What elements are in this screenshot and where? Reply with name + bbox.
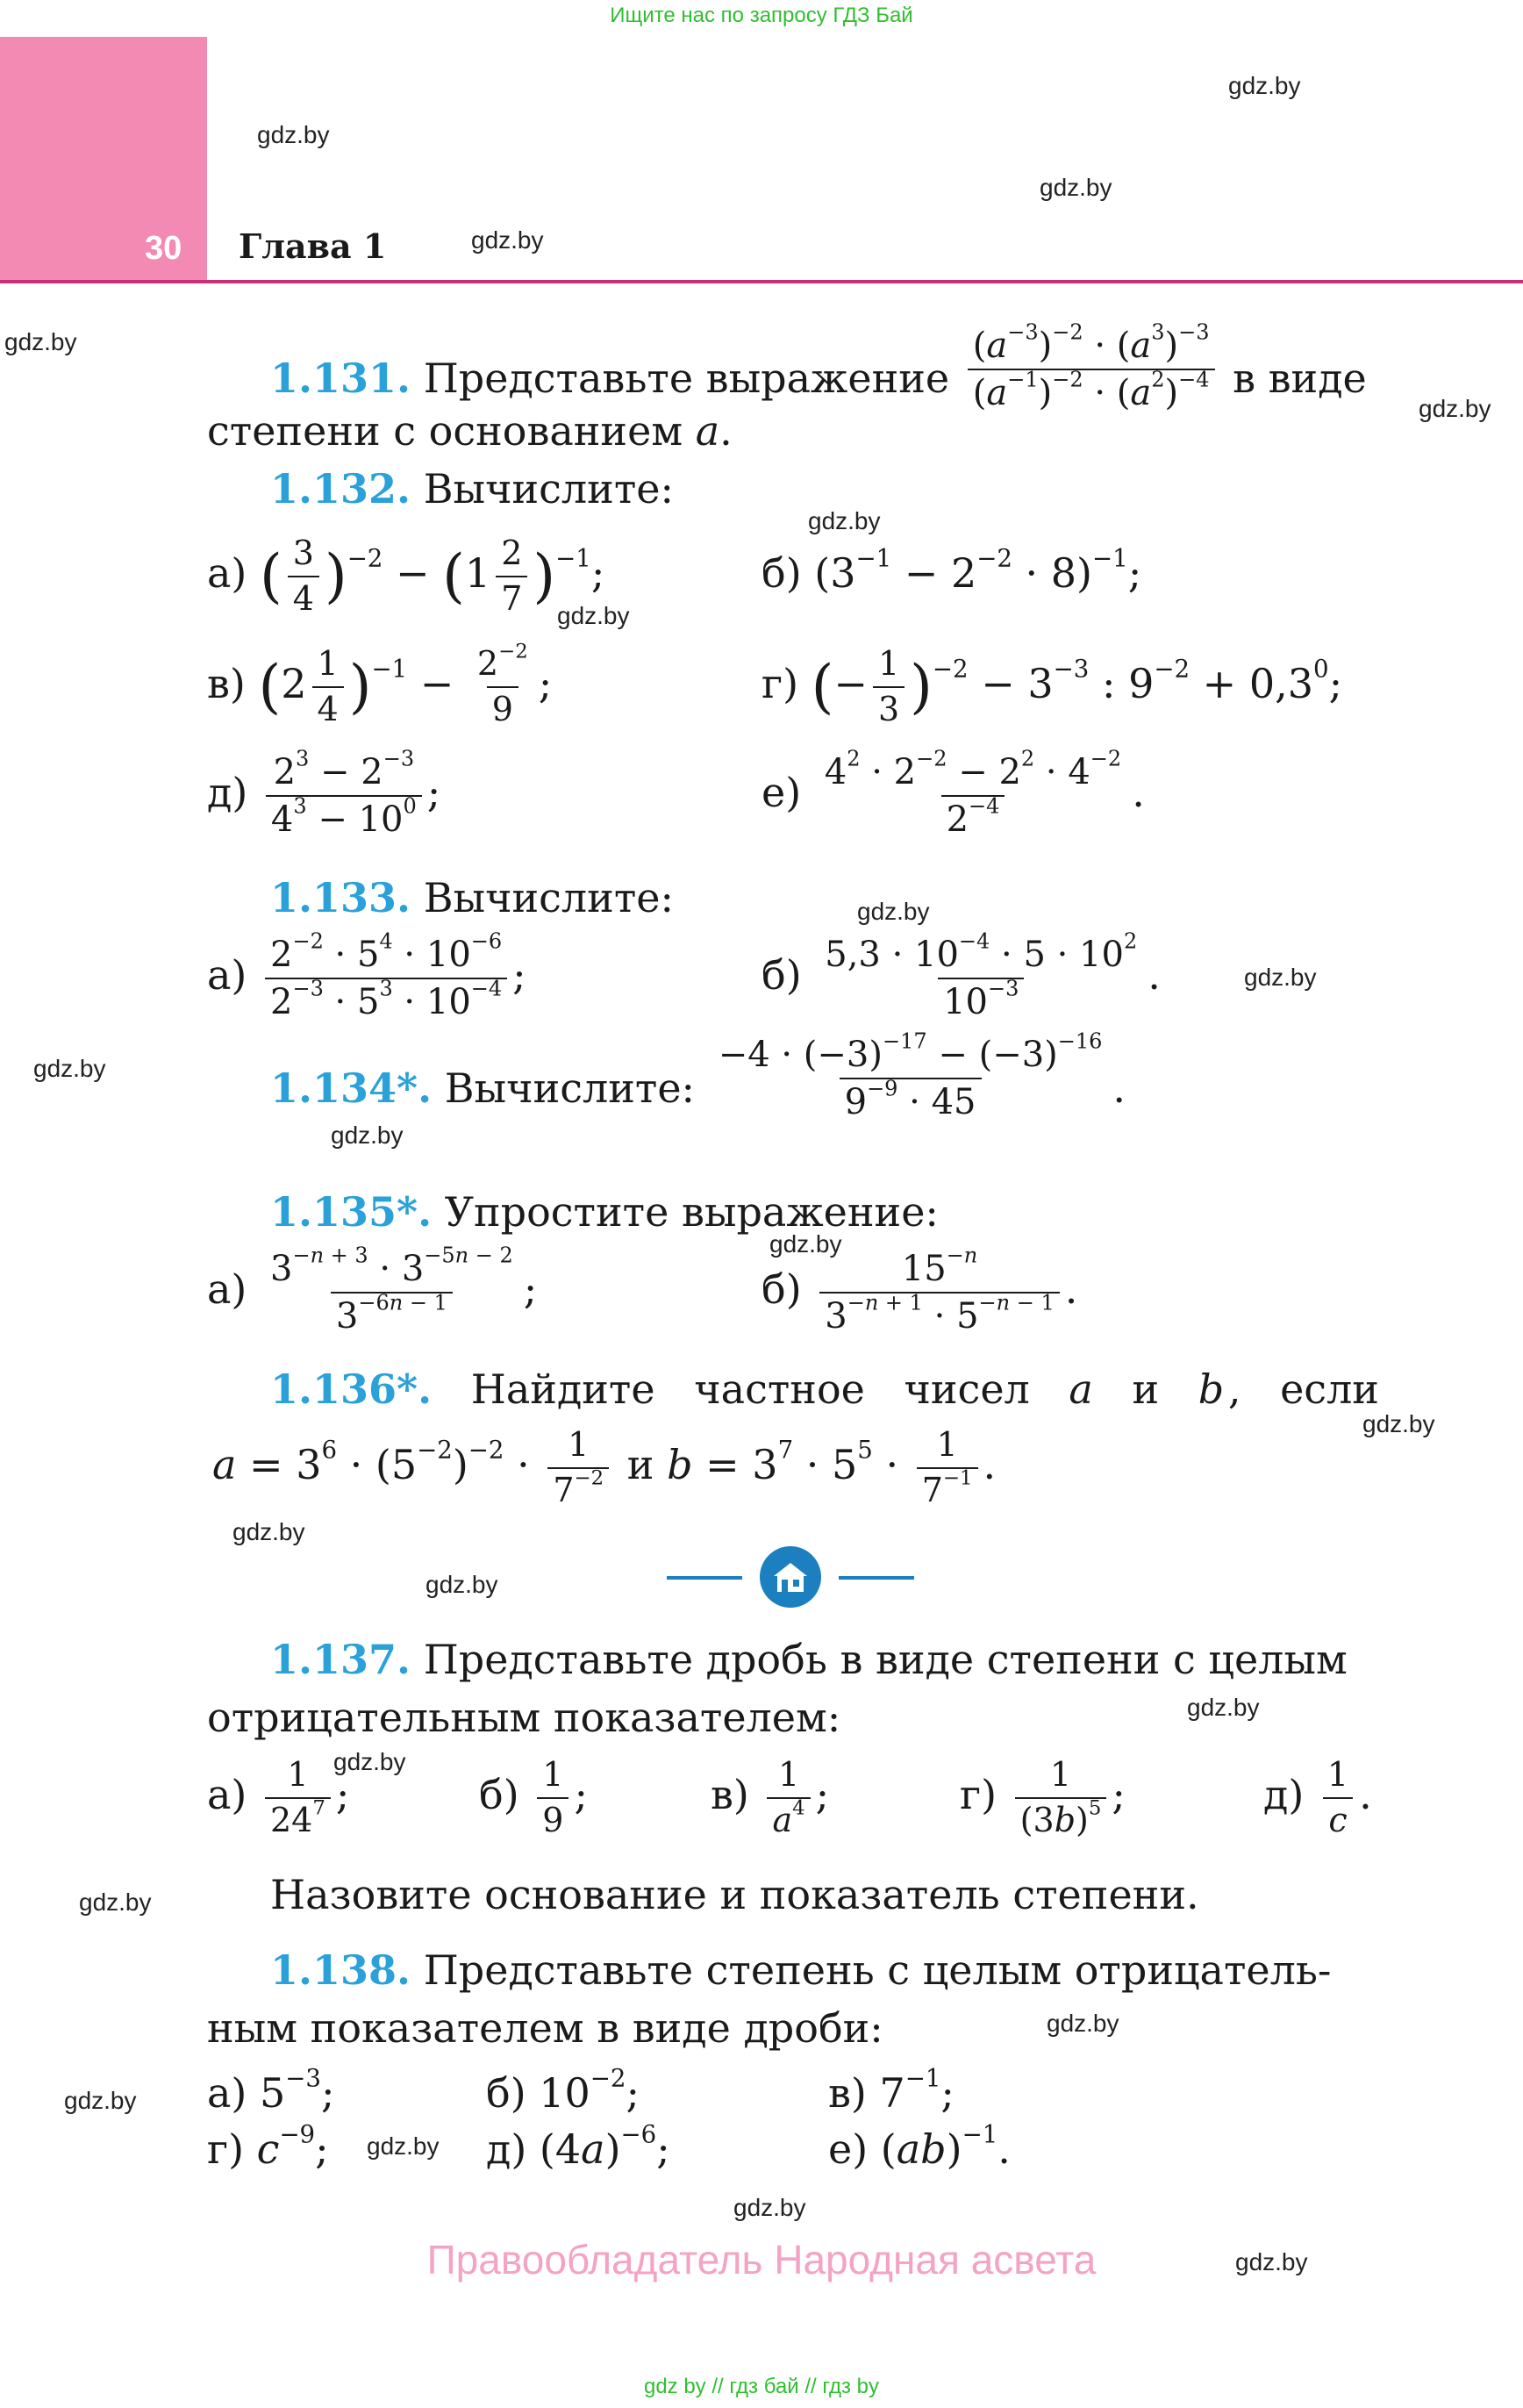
chapter-title: Глава 1 xyxy=(239,226,387,266)
variable: b xyxy=(1198,1365,1225,1413)
top-note[interactable]: Ищите нас по запросу ГДЗ Бай xyxy=(610,4,913,27)
item-label: а) xyxy=(207,1265,247,1313)
watermark: gdz.by xyxy=(331,1122,404,1149)
problem-1-131 xyxy=(270,319,1367,413)
watermark: gdz.by xyxy=(1047,2010,1119,2037)
problem-1-137 xyxy=(270,1636,1348,1683)
item-label: б) xyxy=(486,2069,526,2117)
item-label: г) xyxy=(762,659,799,707)
watermark: gdz.by xyxy=(733,2194,806,2221)
watermark: gdz.by xyxy=(64,2087,137,2114)
item-label: б) xyxy=(762,549,802,597)
item-1-138-d: д) $(4a)^{-6}$; xyxy=(486,2119,670,2173)
divider-line xyxy=(839,1576,914,1580)
problem-number: 1.133. xyxy=(270,874,411,921)
item-label: а) xyxy=(207,1770,247,1818)
item-1-137-g: г) $\frac{1}{(3b)^5}$ ; xyxy=(960,1755,1126,1839)
item-1-132-d: д) $\frac{2^3 - 2^{-3}}{4^3 - 10^0}$ ; xyxy=(207,746,441,840)
problem-number: 1.131. xyxy=(270,355,411,402)
item-1-137-b: б) $\frac{1}{9}$ ; xyxy=(479,1755,588,1839)
watermark: gdz.by xyxy=(557,602,630,629)
item-1-132-a: а) ( $\frac{3}{4}$ )$^{-2}$ − (1 $\frac{2}{7}$ )$^{-1}$; xyxy=(207,534,605,618)
item-label: г) xyxy=(960,1770,997,1818)
problem-text: Представьте дробь в виде степени с целым xyxy=(423,1636,1348,1683)
item-1-137-v: в) $\frac{1}{a^4}$ ; xyxy=(711,1755,830,1839)
watermark: gdz.by xyxy=(1187,1694,1260,1721)
item-1-132-v: в) (2 $\frac{1}{4}$ )$^{-1}$ − $\frac{2^{-2}}{9}$ ; xyxy=(207,640,553,728)
problem-text: Вычислите: xyxy=(444,1064,696,1112)
problem-1-134: 1.134*. Вычислите: $\frac{-4 \cdot (-3)^{-17} - (-3)^{-16}}{9^{-9} \cdot 45}$ . xyxy=(270,1028,1126,1122)
item-1-138-v: в) $7^{-1}$; xyxy=(828,2063,955,2117)
item-1-138-a: а) $5^{-3}$; xyxy=(207,2063,335,2117)
item-label: в) xyxy=(207,659,246,707)
item-1-133-b: б) $\frac{5,3 \cdot 10^{-4} \cdot 5 \cdot 10^2}{10^{-3}}$ . xyxy=(762,928,1161,1022)
item-label: а) xyxy=(207,2069,247,2117)
watermark: gdz.by xyxy=(1040,174,1112,201)
problem-1-138 xyxy=(270,1946,1332,1994)
item-label: е) xyxy=(828,2125,869,2173)
variable: a xyxy=(1069,1365,1093,1413)
variable: a xyxy=(695,407,720,455)
footer-links[interactable]: gdz by // гдз бай // гдз by xyxy=(643,2375,880,2398)
watermark: gdz.by xyxy=(769,1230,842,1258)
problem-text: Вычислите: xyxy=(423,465,674,512)
item-1-135-a: а) $\frac{3^{-n + 3} \cdot 3^{-5n - 2}}{3^{-6n - 1}}$ ; xyxy=(207,1243,538,1337)
punctuation: . xyxy=(719,407,733,455)
problem-1-135 xyxy=(270,1188,939,1236)
conjunction: если xyxy=(1280,1365,1379,1413)
item-1-137-d: д) $\frac{1}{c}$ . xyxy=(1263,1755,1372,1839)
watermark: gdz.by xyxy=(857,898,930,925)
problem-text: степени с основанием xyxy=(207,407,683,455)
problem-text: Представьте степень с целым отрицатель- xyxy=(423,1946,1332,1994)
item-label: г) xyxy=(207,2125,245,2173)
problem-number: 1.134*. xyxy=(270,1064,433,1112)
problem-1-137-line2: отрицательным показателем: xyxy=(207,1694,841,1741)
item-label: д) xyxy=(486,2125,527,2173)
problem-text: Представьте выражение xyxy=(423,355,950,402)
problem-1-138-line2: ным показателем в виде дроби: xyxy=(207,2004,883,2052)
problem-1-133 xyxy=(270,874,674,921)
header-rule xyxy=(0,280,1523,283)
item-label: д) xyxy=(207,769,248,816)
problem-1-132 xyxy=(270,465,674,512)
watermark: gdz.by xyxy=(808,507,881,534)
problem-1-136: 1.136*. Найдите частное чисел a и b , если xyxy=(270,1365,1379,1413)
item-1-132-b: б) $(3^{-1} - 2^{-2} \cdot 8)^{-1}$; xyxy=(762,543,1142,597)
item-label: б) xyxy=(762,1265,802,1313)
watermark: gdz.by xyxy=(471,226,544,254)
problem-number: 1.135*. xyxy=(270,1188,433,1236)
watermark: gdz.by xyxy=(1362,1410,1435,1437)
watermark: gdz.by xyxy=(4,328,77,355)
item-label: а) xyxy=(207,951,247,999)
item-label: а) xyxy=(207,548,247,597)
watermark: gdz.by xyxy=(1228,72,1301,99)
item-1-133-a: а) $\frac{2^{-2} \cdot 5^4 \cdot 10^{-6}}{2^{-3} \cdot 5^3 \cdot 10^{-4}}$ ; xyxy=(207,928,526,1022)
watermark: gdz.by xyxy=(1235,2248,1308,2275)
expression: $\frac{(a^{-3})^{-2} \cdot (a^3)^{-3}}{(a^{-1})^{-2} \cdot (a^2)^{-4}}$ xyxy=(968,326,1215,412)
page-number: 30 xyxy=(145,230,182,267)
problem-number: 1.137. xyxy=(270,1636,411,1683)
item-1-135-b: б) $\frac{15^{-n}}{3^{-n + 1} \cdot 5^{-n - 1}}$ . xyxy=(762,1243,1078,1337)
item-label: б) xyxy=(762,951,802,999)
conjunction: и xyxy=(1132,1365,1160,1413)
problem-1-137-note: Назовите основание и показатель степени. xyxy=(270,1871,1199,1918)
watermark: gdz.by xyxy=(232,1518,305,1545)
home-icon xyxy=(760,1546,821,1608)
item-1-138-b: б) $10^{-2}$; xyxy=(486,2063,640,2117)
item-1-137-a: а) $\frac{1}{24^7}$ ; xyxy=(207,1755,350,1839)
watermark: gdz.by xyxy=(1419,395,1491,422)
problem-text: в виде xyxy=(1233,355,1367,402)
item-label: е) xyxy=(762,769,802,816)
problem-number: 1.132. xyxy=(270,465,411,512)
watermark: gdz.by xyxy=(1244,964,1317,991)
watermark: gdz.by xyxy=(425,1571,498,1598)
watermark: gdz.by xyxy=(367,2132,440,2160)
item-label: в) xyxy=(828,2069,867,2117)
problem-text: Вычислите: xyxy=(423,874,674,921)
watermark: gdz.by xyxy=(33,1055,106,1082)
watermark: gdz.by xyxy=(257,121,330,148)
problem-number: 1.136*. xyxy=(270,1365,433,1413)
item-label: в) xyxy=(711,1770,749,1818)
problem-number: 1.138. xyxy=(270,1946,411,1994)
item-1-138-g: г) $c^{-9}$; xyxy=(207,2119,329,2173)
item-1-132-g: г) (− $\frac{1}{3}$ )$^{-2} - 3^{-3}$ : $9^{-2} + 0,3^0$; xyxy=(762,644,1343,728)
copyright-owner: Правообладатель Народная асвета xyxy=(426,2237,1097,2283)
watermark: gdz.by xyxy=(79,1888,152,1916)
item-1-138-e: е) (ab)$^{-1}$. xyxy=(828,2119,1011,2173)
problem-1-136-line2: $a = 3^6 \cdot (5^{-2})^{-2}$ · $\frac{1}{7^{-2}}$ и $b = 3^7 \cdot 5^5$ · $\frac{1}{7^{-1}}$ . xyxy=(212,1425,997,1509)
item-label: д) xyxy=(1263,1770,1305,1818)
item-1-132-e: е) $\frac{4^2 \cdot 2^{-2} - 2^2 \cdot 4^{-2}}{2^{-4}}$ . xyxy=(762,746,1145,840)
item-label: б) xyxy=(479,1770,519,1818)
problem-text: Упростите выражение: xyxy=(444,1188,939,1236)
divider-line xyxy=(667,1576,742,1580)
watermark: gdz.by xyxy=(333,1748,406,1775)
problem-1-131-line2 xyxy=(207,407,733,455)
